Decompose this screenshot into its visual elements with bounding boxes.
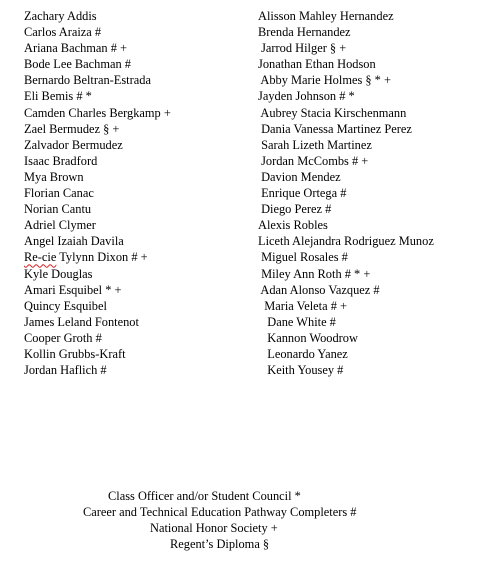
right-name-column bbox=[258, 8, 482, 378]
name-entry: Zael Bermudez § + bbox=[24, 121, 120, 136]
name-entry: Davion Mendez bbox=[258, 169, 341, 184]
name-entry: Bernardo Beltran-Estrada bbox=[24, 73, 151, 88]
name-entry: Keith Yousey # bbox=[258, 363, 344, 378]
name-entry: Kyle Douglas bbox=[24, 266, 93, 281]
name-entry: Abby Marie Holmes § * + bbox=[258, 73, 391, 88]
name-entry: Brenda Hernandez bbox=[258, 25, 351, 40]
name-entry: Leonardo Yanez bbox=[258, 346, 348, 361]
name-entry: Bode Lee Bachman # bbox=[24, 57, 132, 72]
name-entry: Jordan McCombs # + bbox=[258, 153, 369, 168]
name-entry: Liceth Alejandra Rodriguez Munoz bbox=[258, 234, 434, 249]
name-entry: Ariana Bachman # + bbox=[24, 41, 127, 56]
name-entry: James Leland Fontenot bbox=[24, 314, 139, 329]
name-entry: Kollin Grubbs-Kraft bbox=[24, 346, 126, 361]
name-entry: Aubrey Stacia Kirschenmann bbox=[258, 105, 407, 120]
name-entry: Carlos Araiza # bbox=[24, 25, 102, 40]
name-entry-dixon bbox=[24, 249, 246, 265]
name-entry: Miguel Rosales # bbox=[258, 250, 348, 265]
name-entry: Cooper Groth # bbox=[24, 330, 102, 345]
name-entry: Enrique Ortega # bbox=[258, 186, 347, 201]
name-entry: Angel Izaiah Davila bbox=[24, 234, 124, 249]
name-entry: Amari Esquibel * + bbox=[24, 282, 122, 297]
name-entry: Adan Alonso Vazquez # bbox=[258, 282, 380, 297]
name-entry: Quincy Esquibel bbox=[24, 298, 107, 313]
spellcheck-flagged-word: Re-cie bbox=[24, 250, 57, 265]
name-entry: Sarah Lizeth Martinez bbox=[258, 137, 372, 152]
name-entry: Jayden Johnson # * bbox=[258, 89, 355, 104]
name-entry: Maria Veleta # + bbox=[258, 298, 347, 313]
name-entry-rest: Tylynn Dixon # + bbox=[56, 250, 148, 265]
name-entry: Alexis Robles bbox=[258, 218, 328, 233]
name-entry: Norian Cantu bbox=[24, 202, 92, 217]
name-entry: Eli Bemis # * bbox=[24, 89, 92, 104]
left-name-column bbox=[24, 8, 246, 378]
name-entry: Florian Canac bbox=[24, 186, 94, 201]
name-entry: Camden Charles Bergkamp + bbox=[24, 105, 171, 120]
name-entry: Dania Vanessa Martinez Perez bbox=[258, 121, 412, 136]
name-entry: Mya Brown bbox=[24, 169, 84, 184]
name-entry: Zachary Addis bbox=[24, 9, 97, 23]
name-entry: Zalvador Bermudez bbox=[24, 137, 123, 152]
name-entry: Adriel Clymer bbox=[24, 218, 96, 233]
legend-student-council: Class Officer and/or Student Council * bbox=[108, 489, 301, 503]
name-entry: Jarrod Hilger § + bbox=[258, 41, 347, 56]
name-entry: Isaac Bradford bbox=[24, 153, 98, 168]
name-entry: Kannon Woodrow bbox=[258, 330, 358, 345]
name-entry: Jonathan Ethan Hodson bbox=[258, 57, 376, 72]
legend-regents-diploma: Regent’s Diploma § bbox=[170, 537, 270, 551]
name-entry: Jordan Haflich # bbox=[24, 363, 107, 378]
name-entry: Diego Perez # bbox=[258, 202, 332, 217]
name-entry: Alisson Mahley Hernandez bbox=[258, 9, 394, 23]
legend-cte-completers: Career and Technical Education Pathway Completers # bbox=[83, 505, 357, 519]
legend-national-honor-society: National Honor Society + bbox=[150, 521, 278, 535]
name-entry: Miley Ann Roth # * + bbox=[258, 266, 371, 281]
name-entry: Dane White # bbox=[258, 314, 336, 329]
